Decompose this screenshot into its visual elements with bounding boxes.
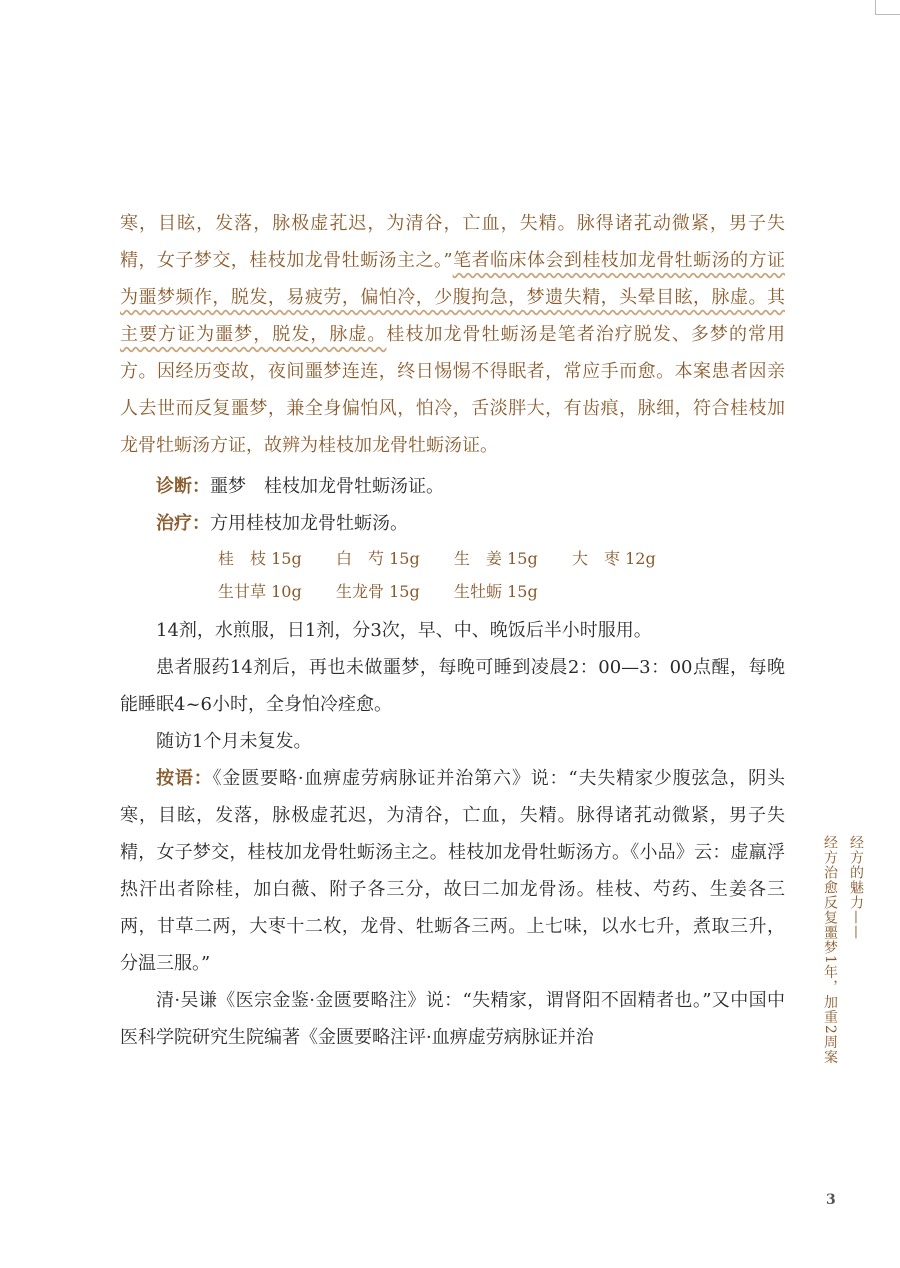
commentary-label: 按语： xyxy=(156,768,213,789)
herb-item: 生甘草 10g xyxy=(218,582,302,601)
author-insight-rest: 桂枝加龙骨牡蛎汤是笔者治疗脱发、多梦的常用方。因经历变故，夜间噩梦连连，终日惕惕不得眠者，常应手而愈。本案患者因亲人去世而反复噩梦，兼全身偏怕风，怕冷，舌淡胖大，有齿痕，脉细，符合桂枝加龙骨牡蛎汤方证，故辨为桂枝加龙骨牡蛎汤证。 xyxy=(120,324,786,456)
book-title: 经方的魅力—— xyxy=(848,835,864,940)
last-paragraph: 清·吴谦《医宗金鉴·金匮要略注》说：“失精家，谓肾阳不固精者也。”又中国中医科学院研究生院编著《金匮要略注评·血痹虚劳病脉证并治 xyxy=(120,990,785,1048)
herb-item: 大 枣 12g xyxy=(572,549,656,568)
prescription-row xyxy=(218,542,785,575)
treatment-line xyxy=(120,505,785,542)
prescription-table xyxy=(218,542,785,608)
page-body xyxy=(120,205,785,1056)
herb-item: 白 芍 15g xyxy=(336,549,420,568)
treatment-label: 治疗： xyxy=(156,513,210,534)
commentary-paragraph xyxy=(120,760,785,982)
page-number: 3 xyxy=(826,1192,836,1208)
treatment-text: 方用桂枝加龙骨牡蛎汤。 xyxy=(210,513,408,534)
herb-item: 生 姜 15g xyxy=(454,549,538,568)
diagnosis-text: 噩梦 桂枝加龙骨牡蛎汤证。 xyxy=(210,476,444,497)
diagnosis-label: 诊断： xyxy=(156,476,210,497)
herb-item: 桂 枝 15g xyxy=(218,549,302,568)
commentary-text: 《金匮要略·血痹虚劳病脉证并治第六》说：“夫失精家少腹弦急，阴头寒，目眩，发落，脉极虚芤迟，为清谷，亡血，失精。脉得诸芤动微紧，男子失精，女子梦交，桂枝加龙骨牡蛎汤主之。桂枝加龙骨牡蛎汤方。《小品》云：虚羸浮热汗出者除桂，加白薇、附子各三分，故曰二加龙骨汤。桂枝、芍药、生姜各三两，甘草二两，大枣十二枚，龙骨、牡蛎各三两。上七味，以水七升，煮取三升，分温三服。” xyxy=(120,768,786,974)
paragraph-quote-continuation xyxy=(120,205,785,464)
prescription-row xyxy=(218,575,785,608)
result-paragraph: 患者服药14剂后，再也未做噩梦，每晚可睡到凌晨2：00—3：00点醒，每晚能睡眠4~6小时，全身怕冷痊愈。 xyxy=(120,657,785,715)
running-header-vertical xyxy=(820,835,866,1165)
chapter-title: 经方治愈反复噩梦1年，加重2周案 xyxy=(822,835,838,1065)
diagnosis-line xyxy=(120,468,785,505)
followup-paragraph: 随访1个月未复发。 xyxy=(156,731,312,752)
author-insight-underlined: 笔者临床体会到桂枝加龙骨牡蛎汤的方证为噩梦频作，脱发，易疲劳，偏怕冷，少腹拘急，梦遗失精，头晕目眩，脉虚。其主要方证为噩梦，脱发，脉虚。 xyxy=(120,250,786,345)
herb-item: 生牡蛎 15g xyxy=(454,582,538,601)
page-corner-mark xyxy=(875,0,900,15)
dosage-paragraph: 14剂，水煎服，日1剂，分3次，早、中、晚饭后半小时服用。 xyxy=(156,620,652,641)
herb-item: 生龙骨 15g xyxy=(336,582,420,601)
classic-quote-text: 寒，目眩，发落，脉极虚芤迟，为清谷，亡血，失精。脉得诸芤动微紧，男子失精，女子梦交，桂枝加龙骨牡蛎汤主之。” xyxy=(120,213,785,271)
